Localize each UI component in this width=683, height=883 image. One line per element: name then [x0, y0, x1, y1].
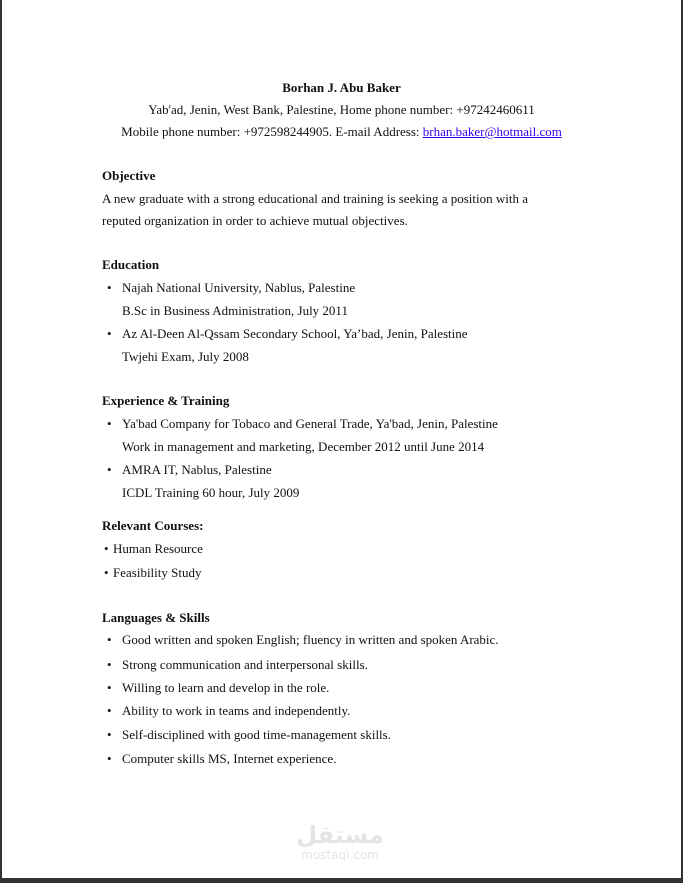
watermark-latin: mostaql.com — [301, 848, 379, 862]
skill-item: Strong communication and interpersonal skills. — [122, 657, 368, 672]
bullet-icon: • — [104, 541, 109, 556]
experience-heading: Experience & Training — [102, 393, 230, 408]
bullet-icon: • — [107, 680, 112, 695]
course-item: Human Resource — [113, 541, 203, 556]
courses-heading: Relevant Courses: — [102, 518, 204, 533]
bullet-icon: • — [107, 703, 112, 718]
mostaql-watermark — [290, 822, 390, 862]
address-line: Yab'ad, Jenin, West Bank, Palestine, Home phone number: +97242460611 — [148, 102, 535, 117]
experience-detail: Work in management and marketing, December 2012 until June 2014 — [122, 439, 485, 454]
bullet-icon: • — [107, 416, 112, 431]
page-border-bottom — [0, 878, 683, 883]
objective-heading: Objective — [102, 168, 156, 183]
bullet-icon: • — [107, 657, 112, 672]
education-heading: Education — [102, 257, 160, 272]
education-item: Az Al-Deen Al-Qssam Secondary School, Ya’bad, Jenin, Palestine — [122, 326, 468, 341]
bullet-icon: • — [104, 565, 109, 580]
watermark-arabic: مستقل — [296, 821, 384, 849]
bullet-icon: • — [107, 632, 112, 647]
bullet-icon: • — [107, 326, 112, 341]
objective-text: reputed organization in order to achieve mutual objectives. — [102, 213, 408, 228]
education-detail: B.Sc in Business Administration, July 2011 — [122, 303, 348, 318]
email-link[interactable]: brhan.baker@hotmail.com — [422, 124, 562, 139]
skills-heading: Languages & Skills — [102, 610, 210, 625]
education-item: Najah National University, Nablus, Palestine — [122, 280, 356, 295]
bullet-icon: • — [107, 280, 112, 295]
skill-item: Computer skills MS, Internet experience. — [122, 751, 337, 766]
skill-item: Good written and spoken English; fluency in written and spoken Arabic. — [122, 632, 499, 647]
bullet-icon: • — [107, 751, 112, 766]
bullet-icon: • — [107, 462, 112, 477]
experience-item: AMRA IT, Nablus, Palestine — [122, 462, 272, 477]
skill-item: Self-disciplined with good time-management skills. — [122, 727, 391, 742]
contact-line — [0, 124, 683, 140]
resume-name: Borhan J. Abu Baker — [282, 80, 401, 95]
experience-item: Ya'bad Company for Tobaco and General Trade, Ya'bad, Jenin, Palestine — [122, 416, 498, 431]
objective-text: A new graduate with a strong educational and training is seeking a position with a — [102, 191, 529, 206]
mobile-text: Mobile phone number: +972598244905. E-mail Address: — [121, 124, 423, 139]
course-item: Feasibility Study — [113, 565, 202, 580]
experience-detail: ICDL Training 60 hour, July 2009 — [122, 485, 300, 500]
education-detail: Twjehi Exam, July 2008 — [122, 349, 249, 364]
skill-item: Ability to work in teams and independently. — [122, 703, 351, 718]
bullet-icon: • — [107, 727, 112, 742]
skill-item: Willing to learn and develop in the role. — [122, 680, 330, 695]
